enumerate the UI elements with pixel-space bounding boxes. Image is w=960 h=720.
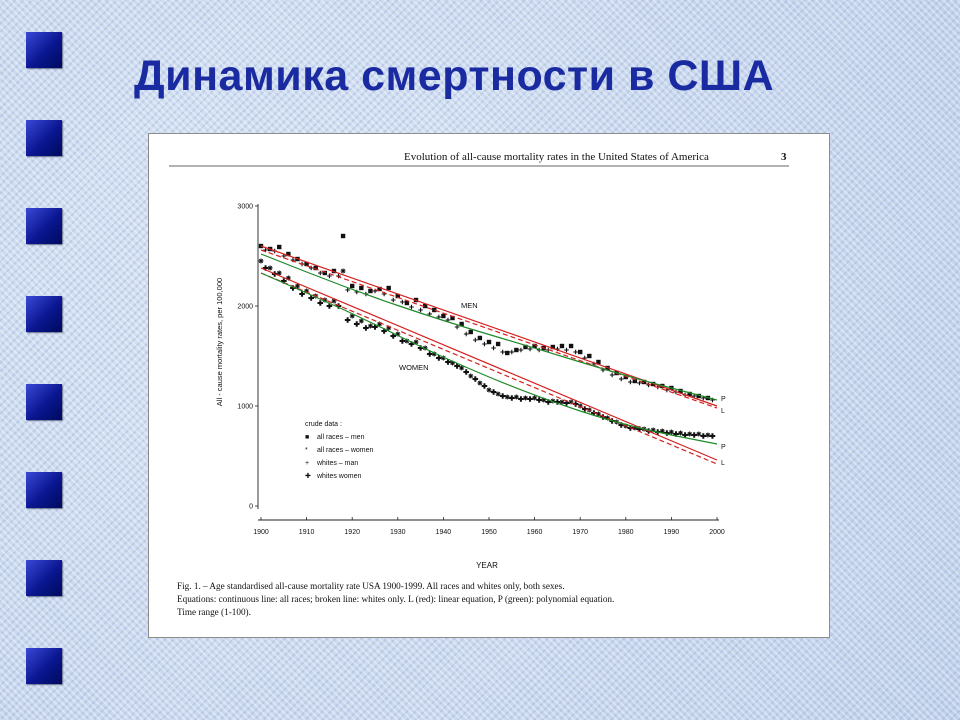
point-all-races-men — [368, 289, 372, 293]
point-all-races-men — [514, 348, 518, 352]
point-all-races-men — [587, 354, 591, 358]
point-all-races-women — [505, 395, 510, 400]
point-whites-men — [610, 373, 615, 378]
point-whites-men — [464, 332, 469, 337]
x-tick-label: 1910 — [298, 529, 315, 536]
point-whites-women — [527, 396, 533, 402]
figure-header: Evolution of all-cause mortality rates in the United States of America — [404, 151, 709, 163]
point-whites-women — [518, 396, 524, 402]
fit-lines — [261, 246, 717, 464]
fit-line-polynomial — [261, 273, 717, 444]
mortality-chart — [149, 134, 829, 637]
point-all-races-women — [468, 374, 473, 379]
x-axis-label: YEAR — [476, 561, 498, 570]
point-whites-women — [509, 395, 515, 401]
caption-line-2: Equations: continuous line: all races; broken line: whites only. L (red): linear equation, P (green): polynomial equation. — [177, 594, 615, 604]
point-all-races-women — [341, 269, 346, 274]
caption-line-3: Time range (1-100). — [177, 607, 251, 617]
legend-entry-3: whites – man — [317, 460, 359, 467]
point-whites-men — [573, 350, 578, 355]
bullet-square-8 — [26, 648, 62, 684]
bullet-square-1 — [26, 32, 62, 68]
x-tick-label: 2000 — [709, 529, 725, 536]
women-label: WOMEN — [399, 363, 429, 372]
y-tick-label: 1000 — [237, 403, 253, 411]
x-tick-label: 1950 — [481, 529, 497, 536]
legend-symbol-4: ✚ — [305, 473, 311, 480]
point-whites-men — [409, 305, 414, 310]
axes — [237, 204, 724, 537]
point-whites-women — [691, 432, 697, 438]
point-whites-women — [345, 317, 351, 323]
page-number: 3 — [781, 151, 787, 163]
point-all-races-women — [705, 433, 710, 438]
point-whites-women — [473, 376, 479, 382]
figure-panel — [148, 133, 830, 638]
y-tick-label: 2000 — [237, 303, 253, 311]
point-whites-women — [491, 389, 497, 395]
point-whites-men — [391, 298, 396, 303]
point-whites-men — [418, 308, 423, 313]
bullet-square-3 — [26, 208, 62, 244]
y-tick-label: 0 — [249, 503, 253, 511]
point-whites-men — [510, 350, 515, 355]
caption-line-1: Fig. 1. – Age standardised all-cause mortality rate USA 1900-1999. All races and whites only, both sexes. — [177, 581, 565, 591]
point-all-races-women — [259, 259, 264, 264]
women-fit-label-l: L — [721, 460, 725, 467]
point-all-races-men — [441, 314, 445, 318]
point-all-races-men — [359, 286, 363, 290]
legend-entry-1: all races – men — [317, 434, 365, 441]
bullet-square-4 — [26, 296, 62, 332]
data-points — [259, 234, 716, 439]
point-whites-women — [701, 433, 707, 439]
slide-title: Динамика смертности в США — [134, 52, 775, 100]
fit-line-linear — [261, 268, 717, 460]
point-all-races-women — [523, 396, 528, 401]
point-all-races-men — [487, 340, 491, 344]
point-all-races-women — [687, 432, 692, 437]
x-tick-label: 1920 — [344, 529, 360, 536]
point-whites-men — [400, 300, 405, 305]
legend-title: crude data : — [305, 421, 342, 428]
point-whites-women — [354, 321, 360, 327]
point-all-races-men — [386, 286, 390, 290]
point-all-races-men — [478, 336, 482, 340]
point-all-races-women — [696, 432, 701, 437]
point-whites-men — [500, 350, 505, 355]
legend-entry-2: all races – women — [317, 447, 374, 454]
bullet-square-7 — [26, 560, 62, 596]
y-tick-label: 3000 — [237, 203, 253, 211]
point-all-races-women — [669, 430, 674, 435]
y-axis-label: All - cause mortality rates, per 100,000 — [215, 277, 224, 407]
women-fit-label-p: P — [721, 444, 726, 451]
point-all-races-men — [496, 342, 500, 346]
point-all-races-men — [560, 344, 564, 348]
men-fit-label-p: P — [721, 396, 726, 403]
point-whites-women — [482, 383, 488, 389]
point-all-races-women — [514, 395, 519, 400]
point-all-races-men — [341, 234, 345, 238]
point-all-races-men — [469, 330, 473, 334]
x-tick-label: 1990 — [663, 529, 680, 536]
point-whites-men — [491, 346, 496, 351]
bullet-square-5 — [26, 384, 62, 420]
x-tick-label: 1960 — [526, 529, 543, 536]
men-label: MEN — [461, 301, 478, 310]
point-whites-men — [519, 348, 524, 353]
point-whites-men — [473, 338, 478, 343]
point-all-races-women — [268, 266, 273, 271]
point-whites-women — [710, 433, 716, 439]
legend-symbol-2: * — [305, 447, 308, 454]
legend-symbol-3: + — [305, 460, 310, 467]
point-all-races-men — [505, 351, 509, 355]
point-all-races-women — [477, 381, 482, 386]
legend-symbol-1: ■ — [305, 434, 310, 441]
point-whites-men — [628, 380, 633, 385]
men-fit-label-l: L — [721, 408, 725, 415]
point-all-races-men — [569, 344, 573, 348]
point-whites-women — [500, 393, 506, 399]
point-whites-women — [363, 325, 369, 331]
bullet-column — [26, 32, 64, 702]
point-all-races-men — [578, 350, 582, 354]
bullet-square-2 — [26, 120, 62, 156]
point-all-races-women — [678, 431, 683, 436]
point-all-races-women — [368, 324, 373, 329]
point-whites-women — [317, 300, 323, 306]
bullet-square-6 — [26, 472, 62, 508]
point-whites-men — [564, 348, 569, 353]
point-all-races-women — [487, 388, 492, 393]
point-all-races-women — [496, 392, 501, 397]
x-tick-label: 1900 — [253, 529, 269, 536]
x-tick-label: 1940 — [435, 529, 452, 536]
point-whites-men — [619, 377, 624, 382]
x-tick-label: 1970 — [572, 529, 588, 536]
point-all-races-men — [277, 245, 281, 249]
point-whites-men — [482, 342, 487, 347]
x-tick-label: 1980 — [618, 529, 634, 536]
point-whites-women — [463, 369, 469, 375]
point-all-races-men — [350, 284, 354, 288]
legend-entry-4: whites women — [317, 473, 362, 480]
legend — [305, 421, 374, 480]
fit-line-linear — [261, 250, 717, 408]
x-tick-label: 1930 — [390, 529, 406, 536]
